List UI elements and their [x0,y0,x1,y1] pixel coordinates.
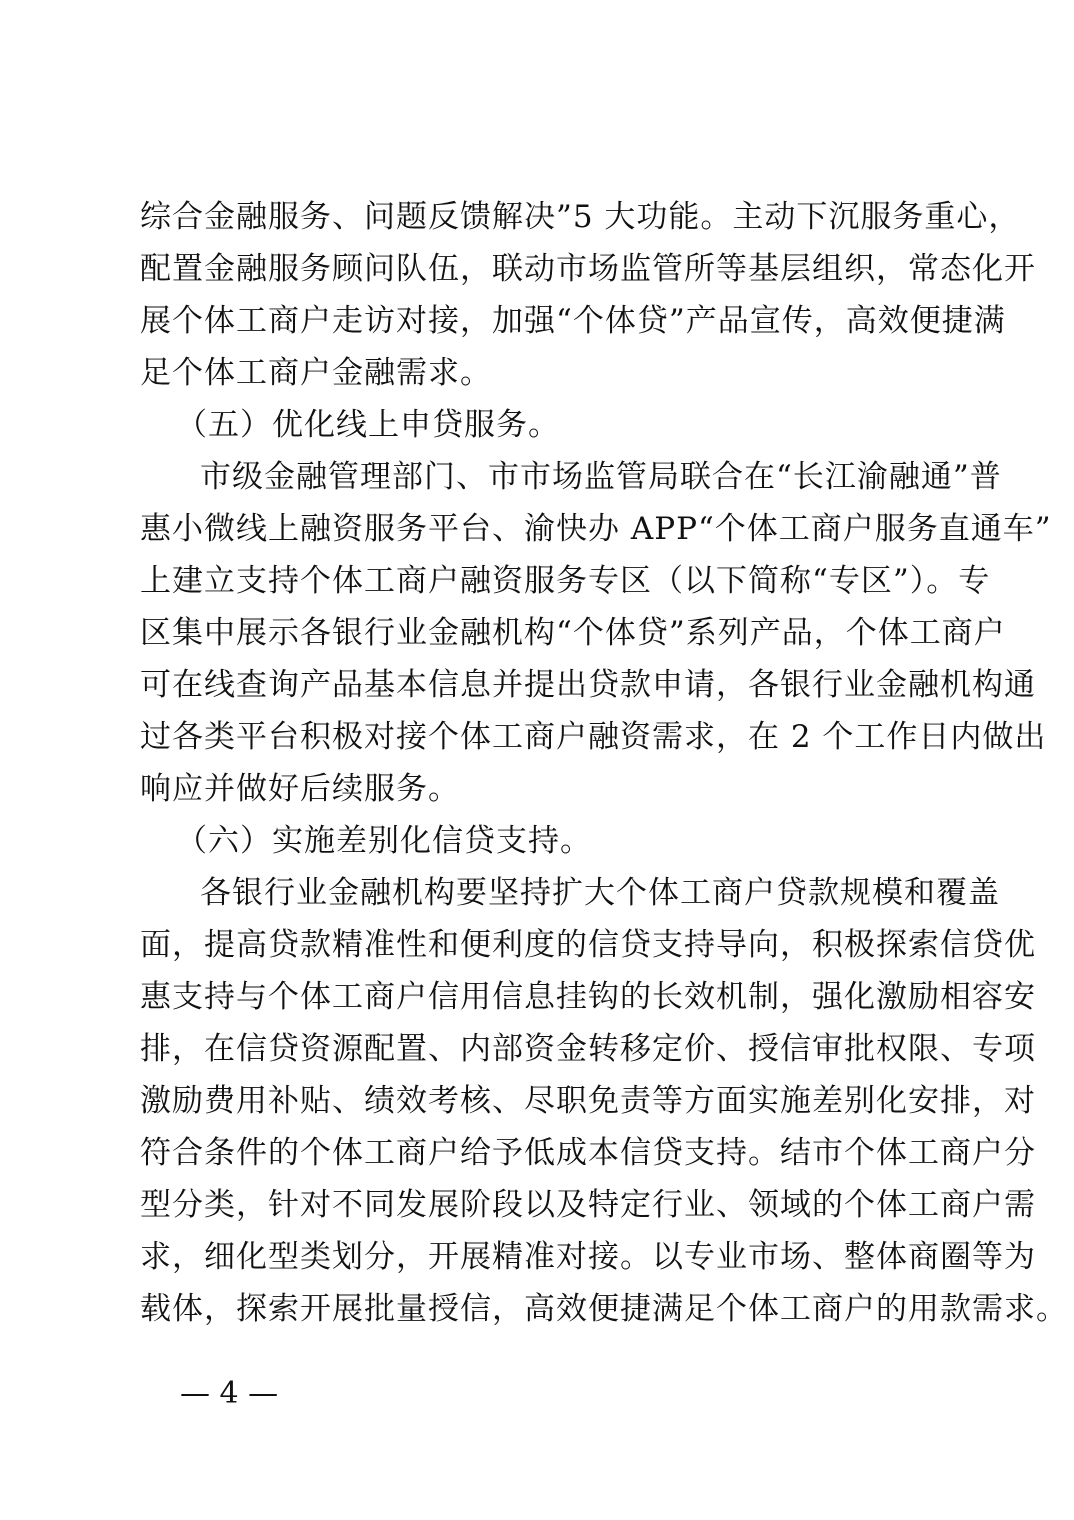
paragraph-line: 展个体工商户走访对接，加强“个体贷”产品宣传，高效便捷满 [140,303,1006,339]
paragraph-line: 惠支持与个体工商户信用信息挂钩的长效机制，强化激励相容安 [140,979,1036,1015]
paragraph-line: 各银行业金融机构要坚持扩大个体工商户贷款规模和覆盖 [200,875,1000,911]
paragraph-line: 市级金融管理部门、市市场监管局联合在“长江渝融通”普 [200,459,1002,495]
paragraph-line: 排，在信贷资源配置、内部资金转移定价、授信审批权限、专项 [140,1031,1036,1067]
paragraph-line: 可在线查询产品基本信息并提出贷款申请，各银行业金融机构通 [140,667,1036,703]
paragraph-line: 惠小微线上融资服务平台、渝快办 APP“个体工商户服务直通车” [140,511,1052,547]
paragraph-line: 过各类平台积极对接个体工商户融资需求，在 2 个工作日内做出 [140,719,1047,755]
paragraph-line: 符合条件的个体工商户给予低成本信贷支持。结市个体工商户分 [140,1135,1036,1171]
paragraph-line: 区集中展示各银行业金融机构“个体贷”系列产品，个体工商户 [140,615,1006,651]
paragraph-line: 综合金融服务、问题反馈解决”5 大功能。主动下沉服务重心， [140,199,1021,235]
paragraph-line: 上建立支持个体工商户融资服务专区（以下简称“专区”）。专 [140,563,991,599]
page-number: — 4 — [180,1376,279,1411]
paragraph-line: 型分类，针对不同发展阶段以及特定行业、领域的个体工商户需 [140,1187,1036,1223]
section-heading-6: （六）实施差别化信贷支持。 [176,823,592,859]
section-heading-5: （五）优化线上申贷服务。 [176,407,560,443]
paragraph-line: 载体，探索开展批量授信，高效便捷满足个体工商户的用款需求。 [140,1291,1068,1327]
paragraph-line: 激励费用补贴、绩效考核、尽职免责等方面实施差别化安排，对 [140,1083,1036,1119]
paragraph-line: 配置金融服务顾问队伍，联动市场监管所等基层组织，常态化开 [140,251,1036,287]
paragraph-line: 面，提高贷款精准性和便利度的信贷支持导向，积极探索信贷优 [140,927,1036,963]
paragraph-line: 足个体工商户金融需求。 [140,355,492,391]
paragraph-line: 响应并做好后续服务。 [140,771,460,807]
paragraph-line: 求，细化型类划分，开展精准对接。以专业市场、整体商圈等为 [140,1239,1036,1275]
